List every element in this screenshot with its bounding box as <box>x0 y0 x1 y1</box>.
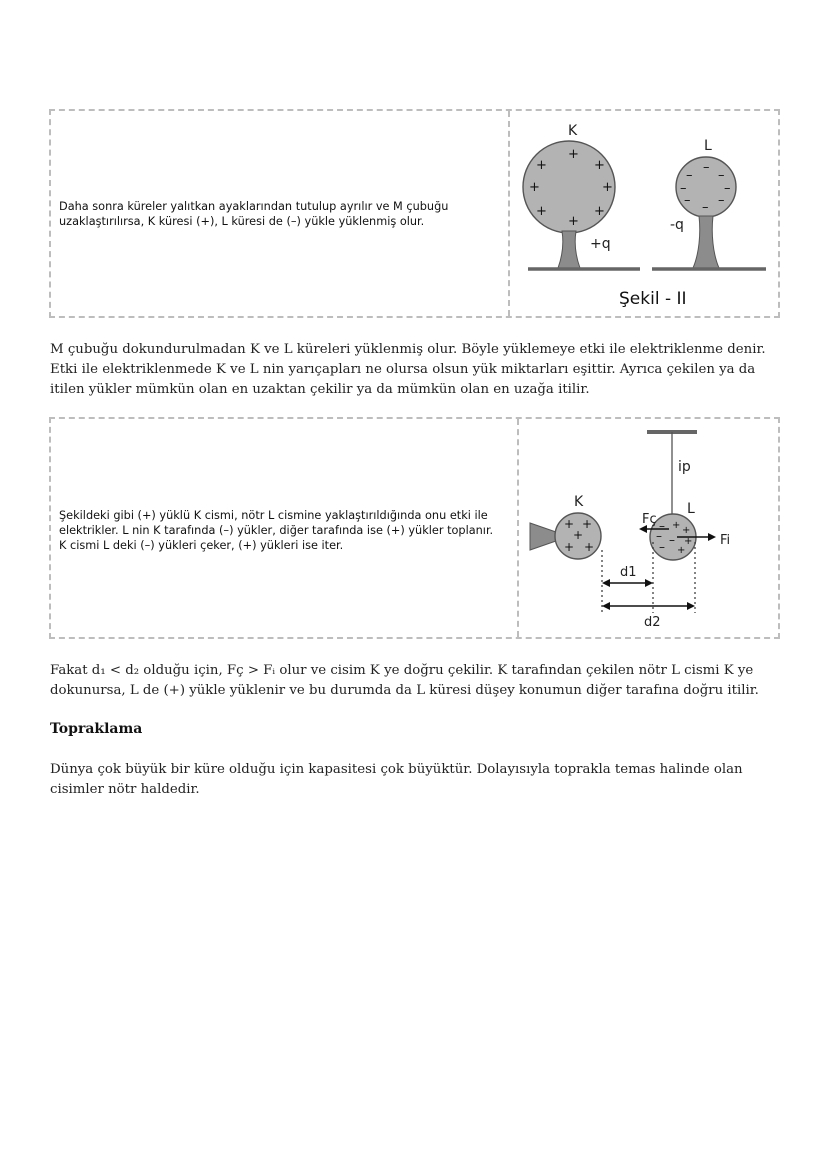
paragraph-etki-ile-elektriklenme: M çubuğu dokundurulmadan K ve L küreleri yüklenmiş olur. Böyle yüklemeye etki ile elektriklenme denir. Etki ile elektriklenmede K ve L nin yarıçapları ne olursa olsun yük miktarları eşittir. Ayrıca çekilen ya da itilen yükler mümkün olan en uzaktan çekilir ya da mümkün olan en uzağa itilir. <box>50 342 766 397</box>
l-minus: – <box>686 168 693 183</box>
figure-caption: Şekil - II <box>619 289 687 309</box>
label-fi: Fi <box>720 533 731 548</box>
l-minus: – <box>669 533 675 547</box>
l-minus: – <box>724 181 731 196</box>
label-l: L <box>704 138 712 154</box>
label-k: K <box>574 494 584 510</box>
l-minus: – <box>659 540 665 554</box>
k-plus: + <box>564 517 575 531</box>
label-l: L <box>687 501 695 517</box>
arrow-head-right <box>708 533 716 541</box>
induction-force-diagram <box>522 420 780 638</box>
k-plus: + <box>536 158 547 173</box>
box-divider <box>517 419 519 637</box>
l-minus: – <box>718 168 725 183</box>
figure-box-2 <box>49 417 780 639</box>
label-d2: d2 <box>644 615 661 630</box>
sekil-2-diagram <box>512 112 782 317</box>
label-k: K <box>568 123 578 139</box>
figure-1-description: Daha sonra küreler yalıtkan ayaklarından tutulup ayrılır ve M çubuğu uzaklaştırılırsa, K küresi (+), L küresi de (–) yükle yüklenmiş olur. <box>59 200 449 228</box>
l-minus: – <box>702 200 709 215</box>
k-plus: + <box>582 517 593 531</box>
l-minus: – <box>659 519 665 533</box>
k-plus: + <box>529 180 540 195</box>
figure-box-1 <box>49 109 780 318</box>
k-plus: + <box>594 204 605 219</box>
k-plus: + <box>584 540 595 554</box>
label-fc: Fç <box>642 512 657 527</box>
thread-label: ip <box>678 459 691 475</box>
charge-k-label: +q <box>590 236 611 252</box>
insulating-handle <box>530 523 556 550</box>
arrow-head <box>602 579 610 587</box>
l-minus: – <box>703 160 710 175</box>
l-plus: + <box>672 520 681 531</box>
l-plus: + <box>684 536 693 547</box>
k-plus: + <box>573 528 584 542</box>
l-minus: – <box>718 193 725 208</box>
k-plus: + <box>602 180 613 195</box>
arrow-head <box>645 579 653 587</box>
box-divider <box>508 111 510 316</box>
label-d1: d1 <box>620 565 637 580</box>
k-plus: + <box>564 540 575 554</box>
charge-l-label: -q <box>670 217 684 233</box>
arrow-head <box>602 602 610 610</box>
k-plus: + <box>594 158 605 173</box>
paragraph-topraklama: Dünya çok büyük bir küre olduğu için kapasitesi çok büyüktür. Dolayısıyla toprakla temas halinde olan cisimler nötr haldedir. <box>50 762 743 797</box>
figure-2-description: Şekildeki gibi (+) yüklü K cismi, nötr L cismine yaklaştırıldığında onu etki ile elektrikler. L nin K tarafında (–) yükler, diğer tarafında ise (+) yükler toplanır. K cismi L deki (–) yükleri çeker, (+) yükleri ise iter. <box>59 509 494 552</box>
l-minus: – <box>684 193 691 208</box>
k-plus: + <box>536 204 547 219</box>
arrow-head <box>687 602 695 610</box>
section-heading-topraklama: Topraklama <box>50 721 143 737</box>
paragraph-force-comparison: Fakat d₁ < d₂ olduğu için, Fç > Fᵢ olur ve cisim K ye doğru çekilir. K tarafından çekilen nötr L cismi K ye dokunursa, L de (+) yükle yüklenir ve bu durumda da L küresi düşey konumun diğer tarafına doğru itilir. <box>50 663 759 698</box>
k-plus: + <box>568 147 579 162</box>
l-plus: + <box>682 525 691 536</box>
l-plus: + <box>677 545 686 556</box>
l-minus: – <box>680 181 687 196</box>
k-plus: + <box>568 214 579 229</box>
stand-l <box>693 216 719 268</box>
stand-k <box>558 231 580 268</box>
l-minus: – <box>656 529 662 543</box>
